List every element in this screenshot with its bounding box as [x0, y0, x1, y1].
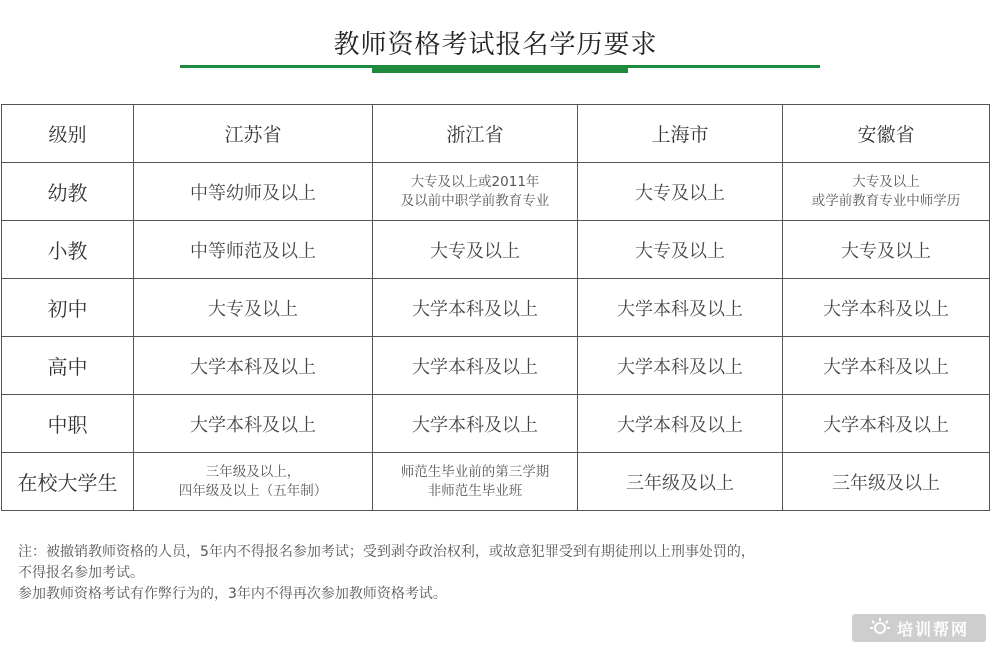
level-cell: 初中	[2, 279, 134, 337]
footnote-line: 注：被撤销教师资格的人员，5年内不得报名参加考试；受到剥夺政治权利，或故意犯罪受到有期徒刑以上刑事处罚的，	[18, 544, 755, 560]
table-cell: 三年级及以上	[783, 453, 990, 511]
table-cell: 大学本科及以上	[134, 337, 373, 395]
table-cell: 大学本科及以上	[373, 395, 578, 453]
table-row	[2, 337, 990, 395]
sun-logo-icon	[869, 617, 891, 639]
level-cell: 小教	[2, 221, 134, 279]
table-row	[2, 395, 990, 453]
watermark	[852, 614, 986, 642]
table-row	[2, 279, 990, 337]
watermark-text: 培训帮网	[896, 619, 969, 639]
table-cell: 大学本科及以上	[373, 279, 578, 337]
table-cell: 大专及以上	[578, 221, 783, 279]
header-jiangsu: 江苏省	[134, 105, 373, 163]
footnote-line: 不得报名参加考试。	[18, 565, 144, 581]
level-cell: 高中	[2, 337, 134, 395]
table-cell: 师范生毕业前的第三学期 非师范生毕业班	[373, 453, 578, 511]
table-cell: 大学本科及以上	[134, 395, 373, 453]
level-cell: 中职	[2, 395, 134, 453]
table-cell: 大学本科及以上	[578, 395, 783, 453]
table-cell: 三年级及以上	[578, 453, 783, 511]
table-cell: 三年级及以上， 四年级及以上（五年制）	[134, 453, 373, 511]
table-cell: 大学本科及以上	[783, 279, 990, 337]
table-row	[2, 163, 990, 221]
table-cell: 大学本科及以上	[578, 279, 783, 337]
table-cell: 大学本科及以上	[373, 337, 578, 395]
table-cell: 大学本科及以上	[783, 337, 990, 395]
table-cell: 大专及以上或2011年 及以前中职学前教育专业	[373, 163, 578, 221]
page-title: 教师资格考试报名学历要求	[333, 30, 658, 60]
table-cell: 大专及以上	[134, 279, 373, 337]
header-level: 级别	[2, 105, 134, 163]
footnote-line: 参加教师资格考试有作弊行为的，3年内不得再次参加教师资格考试。	[18, 586, 447, 602]
table-cell: 中等幼师及以上	[134, 163, 373, 221]
table-cell: 中等师范及以上	[134, 221, 373, 279]
header-zhejiang: 浙江省	[373, 105, 578, 163]
table-row	[2, 453, 990, 511]
table-cell: 大学本科及以上	[783, 395, 990, 453]
table-cell: 大专及以上 或学前教育专业中师学历	[783, 163, 990, 221]
footnote	[18, 542, 968, 605]
table-row	[2, 221, 990, 279]
table-cell: 大专及以上	[578, 163, 783, 221]
level-cell: 幼教	[2, 163, 134, 221]
level-cell: 在校大学生	[2, 453, 134, 511]
table-cell: 大专及以上	[373, 221, 578, 279]
title-accent-bar	[372, 65, 628, 73]
table-header-row	[2, 105, 990, 163]
table-cell: 大专及以上	[783, 221, 990, 279]
header-anhui: 安徽省	[783, 105, 990, 163]
requirements-table	[1, 104, 990, 511]
header-shanghai: 上海市	[578, 105, 783, 163]
table-cell: 大学本科及以上	[578, 337, 783, 395]
